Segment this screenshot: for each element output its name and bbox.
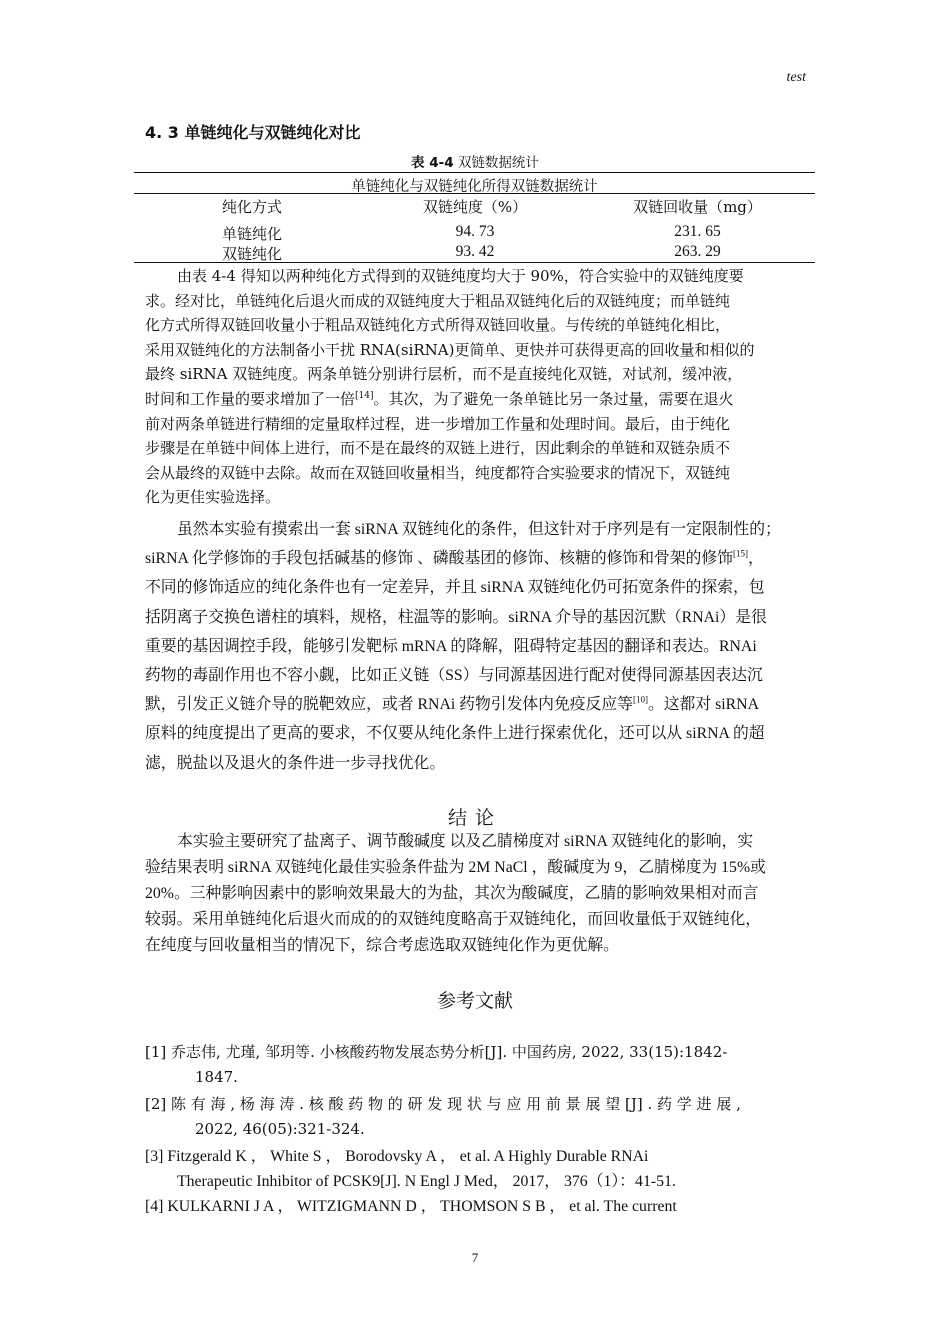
paragraph-discussion [145,515,805,778]
references-heading: 参考文献 [436,990,513,1012]
citation-link[interactable]: [15] [733,548,749,559]
citation-link[interactable]: [10] [632,694,648,705]
text-line [145,544,805,573]
text-line: 会从最终的双链中去除。故而在双链回收量相当，纯度都符合实验要求的情况下，双链纯 [145,463,731,482]
text-segment: 。其次，为了避免一条单链比另一条过量，需要在退火 [373,389,734,408]
text-line: 求。经对比，单链纯化后退火而成的双链纯度大于粗品双链纯化后的双链纯度；而单链纯 [145,291,731,310]
text-line: 虽然本实验有摸索出一套 siRNA 双链纯化的条件，但这针对于序列是有一定限制性的； [177,521,781,538]
text-line: 药物的毒副作用也不容小觑，比如正义链（SS）与同源基因进行配对使得同源基因表达沉 [145,667,763,685]
citation-link[interactable]: [14] [355,390,374,401]
reference-item [145,1144,808,1194]
text-line: 前对两条单链进行精细的定量取样过程，进一步增加工作量和处理时间。最后，由于纯化 [145,414,731,433]
table-header-cell: 双链回收量（mg） [633,198,762,216]
text-line: 化方式所得双链回收量小于粗品双链纯化方式所得双链回收量。与传统的单链纯化相比， [145,316,731,335]
table-cell: 93. 42 [455,243,495,260]
text-segment: siRNA 化学修饰的手段包括碱基的修饰 、磷酸基团的修饰、核糖的修饰和骨架的修饰 [145,550,734,568]
paragraph-comparison [145,264,805,510]
text-line: 最终 siRNA 双链纯度。两条单链分别讲行层析，而不是直接纯化双链，对试剂，缓冲液， [145,365,743,384]
reference-item [145,1040,808,1090]
table-cell: 94. 73 [455,223,495,240]
table-header-cell: 双链纯度（%） [422,198,528,216]
reference-line: [3] Fitzgerald K ， White S ， Borodovsky A ， et al. A Highly Durable RNAi [145,1148,649,1165]
paragraph-conclusion [145,829,805,959]
conclusion-heading: 结论 [447,807,502,829]
page-number: 7 [471,1250,479,1265]
table-bottom-rule [134,262,815,263]
text-segment: 。这都对 siRNA [647,696,759,714]
text-line: 原料的纯度提出了更高的要求，不仅要从纯化条件上进行探索优化，还可以从 siRNA 的超 [145,725,765,743]
reference-line: [4] KULKARNI J A ， WITZIGMANN D ， THOMSON S B ， et al. The current [145,1198,677,1215]
reference-line: [1] 乔志伟, 尤瑾, 邹玥等. 小核酸药物发展态势分析[J]. 中国药房, 2022, 33(15):1842- [145,1043,728,1061]
table-mid-rule [134,193,815,194]
table-caption [0,151,950,171]
text-line: 较弱。采用单链纯化后退火而成的的双链纯度略高于双链纯化，而回收量低于双链纯化， [145,911,762,928]
reference-line: 2022, 46(05):321-324. [195,1120,365,1138]
text-line: 20%。三种影响因素中的影响效果最大的为盐，其次为酸碱度，乙腈的影响效果相对而言 [145,885,759,902]
running-header: test [786,70,806,85]
reference-line: Therapeutic Inhibitor of PCSK9[J]. N Engl J Med， 2017， 376（1）：41-51. [177,1173,676,1190]
text-line: 在纯度与回收量相当的情况下，综合考虑选取双链纯化作为更优解。 [145,937,619,954]
table-cell: 双链纯化 [221,245,282,263]
table-caption-text: 双链数据统计 [457,155,539,171]
section-title: 4. 3 单链纯化与双链纯化对比 [145,123,361,142]
text-line: 本实验主要研究了盐离子、调节酸碱度 以及乙腈梯度对 siRNA 双链纯化的影响，实 [177,833,754,850]
text-line: 不同的修饰适应的纯化条件也有一定差异，并且 siRNA 双链纯化仍可拓宽条件的探索，包 [145,579,765,597]
reference-item [145,1092,808,1142]
text-line: 化为更佳实验选择。 [145,488,281,507]
text-segment: 默，引发正义链介导的脱靶效应，或者 RNAi 药物引发体内免疫反应等 [145,696,633,714]
text-line: 由表 4-4 得知以两种纯化方式得到的双链纯度均大于 90%，符合实验中的双链纯度要 [177,267,744,285]
text-line: 括阴离子交换色谱柱的填料，规格，柱温等的影响。siRNA 介导的基因沉默（RNAi）是很 [145,608,767,626]
text-line [145,387,805,412]
text-line: 采用双链纯化的方法制备小干扰 RNA(siRNA)更简单、更快并可获得更高的回收量和相似的 [145,340,755,359]
text-line [145,690,805,719]
table-header-cell: 纯化方式 [221,198,282,216]
text-line: 步骤是在单链中间体上进行，而不是在最终的双链上进行，因此剩余的单链和双链杂质不 [145,439,731,458]
reference-line: 1847. [195,1068,238,1086]
table-top-rule [134,172,815,173]
table-cell: 单链纯化 [221,225,282,243]
text-segment: ， [748,550,764,568]
text-segment: 时间和工作量的要求增加了一倍 [145,389,356,408]
table-cell: 231. 65 [674,223,721,240]
table-caption-number: 表 4-4 [411,155,454,171]
reference-line: [2] 陈 有 海 , 杨 海 涛 . 核 酸 药 物 的 研 发 现 状 与 应 用 前 景 展 望 [J] . 药 学 进 展 , [145,1095,741,1113]
text-line: 滤，脱盐以及退火的条件进一步寻找优化。 [145,754,446,772]
text-line: 重要的基因调控手段，能够引发靶标 mRNA 的降解，阻碍特定基因的翻译和表达。RNAi [145,637,757,655]
table-cell: 263. 29 [674,243,721,260]
table-subtitle: 单链纯化与双链纯化所得双链数据统计 [351,179,598,195]
reference-item [145,1194,808,1219]
text-line: 验结果表明 siRNA 双链纯化最佳实验条件盐为 2M NaCl ，酸碱度为 9，乙腈梯度为 15%或 [145,859,766,876]
